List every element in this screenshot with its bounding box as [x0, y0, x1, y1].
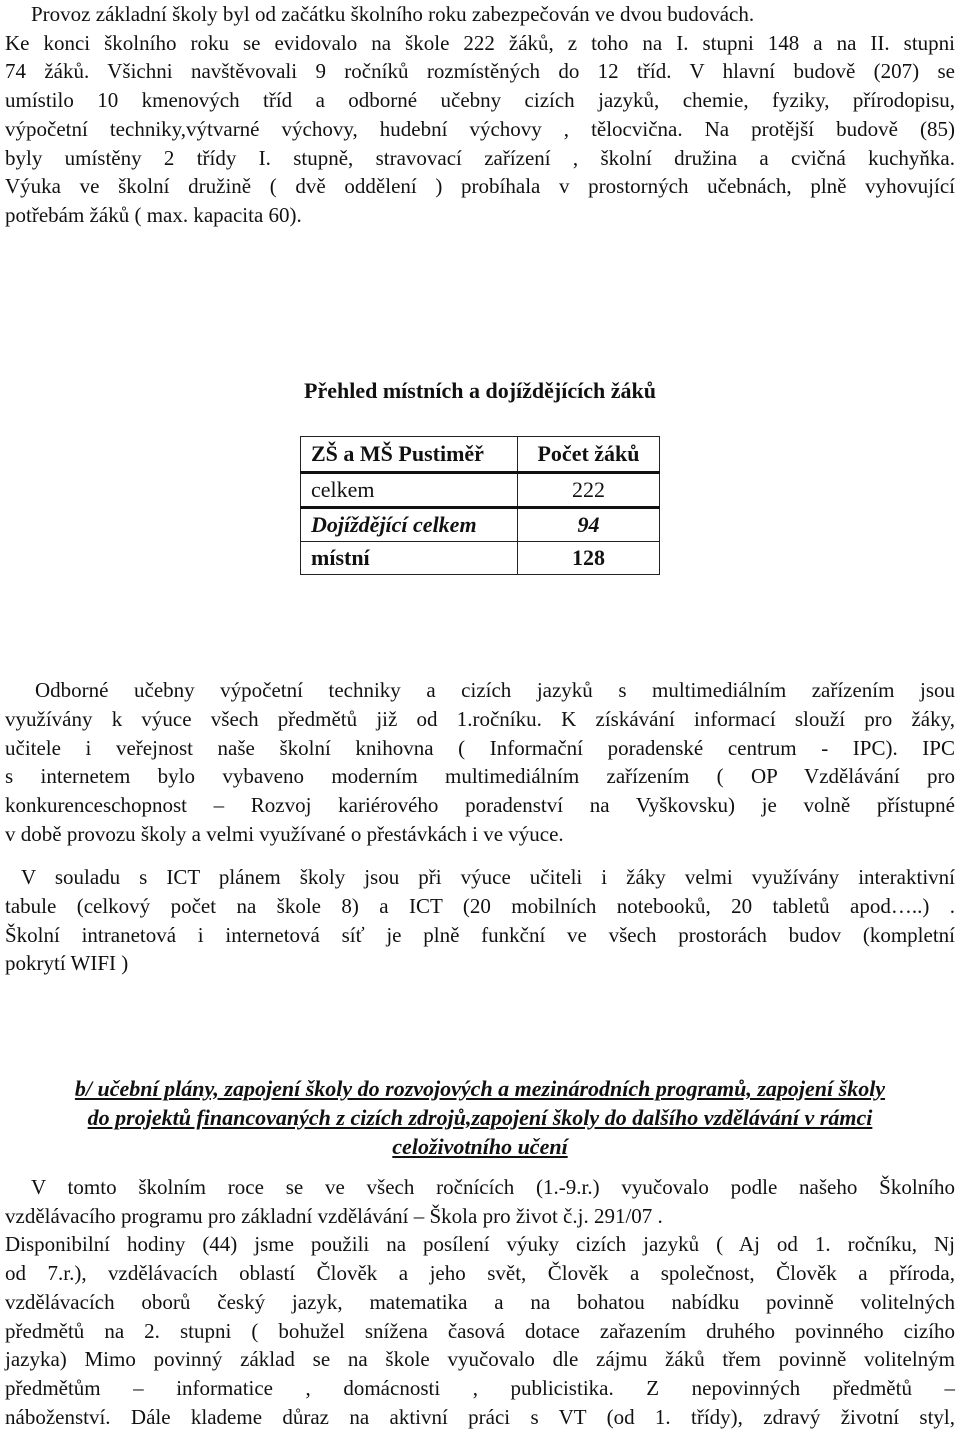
table-header-row — [301, 437, 660, 473]
text-line: konkurenceschopnost – Rozvoj kariérového poradenství na Vyškovsku) je volně přístupné — [5, 793, 955, 818]
text-line: v době provozu školy a velmi využívané o přestávkách i ve výuce. — [5, 821, 564, 846]
text-line: s internetem bylo vybaveno moderním multimediálním zařízením ( OP Vzdělávání pro — [5, 764, 955, 789]
table-header-cell: Počet žáků — [518, 437, 660, 473]
paragraph-school-buildings — [5, 0, 955, 230]
text-line: Výuka ve školní družině ( dvě oddělení ) probíhala v prostorných učebnách, plně vyhovující — [5, 174, 955, 199]
text-line: náboženství. Dále klademe důraz na aktivní práci s VT (od 1. třídy), zdravý životní styl, — [5, 1404, 955, 1429]
text-line: Provoz základní školy byl od začátku školního roku zabezpečován ve dvou budovách. — [31, 2, 755, 26]
text-line: výpočetní techniky,výtvarné výchovy, hudební výchovy , tělocvična. Na protější budově (85) — [5, 116, 955, 141]
text-line: V tomto školním roce se ve všech ročnících (1.-9.r.) vyučovalo podle našeho Školního — [31, 1175, 955, 1199]
paragraph-it-classrooms — [5, 676, 955, 849]
students-table — [300, 436, 660, 575]
heading-line: celoživotního učení — [392, 1134, 568, 1159]
table-cell: 94 — [518, 508, 660, 542]
section-heading-b — [0, 1074, 960, 1161]
table-header-cell: ZŠ a MŠ Pustiměř — [301, 437, 518, 473]
table-cell: místní — [301, 542, 518, 575]
paragraph-curriculum — [5, 1173, 955, 1431]
table-cell: 128 — [518, 542, 660, 575]
table-row — [301, 542, 660, 575]
text-line: jazyka) Mimo povinný základ se na škole vyučovalo dle zájmu žáků třem povinně volitelným — [5, 1347, 955, 1372]
text-line: V souladu s ICT plánem školy jsou při výuce učiteli i žáky velmi využívány interaktivní — [21, 865, 955, 889]
table-cell: Dojíždějící celkem — [301, 508, 518, 542]
table-row — [301, 473, 660, 508]
text-line: od 7.r.), vzdělávacích oblastí Člověk a jeho svět, Člověk a společnost, Člověk a příroda, — [5, 1261, 955, 1286]
text-line: předmětů na 2. stupni ( bohužel snížena časová dotace zařazením druhého povinného cizího — [5, 1318, 955, 1343]
text-line: vzdělávacího programu pro základní vzdělávání – Škola pro život č.j. 291/07 . — [5, 1203, 663, 1228]
paragraph-ict-plan — [5, 863, 955, 978]
text-line: Odborné učebny výpočetní techniky a cizích jazyků s multimediálním zařízením jsou — [35, 678, 955, 702]
text-line: 74 žáků. Všichni navštěvovali 9 ročníků rozmístěných do 12 tříd. V hlavní budově (207) se — [5, 59, 955, 84]
text-line: byly umístěny 2 třídy I. stupně, stravovací zařízení , školní družina a cvičná kuchyňka. — [5, 145, 955, 170]
table-title: Přehled místních a dojíždějících žáků — [304, 378, 656, 403]
text-line: vzdělávacích oborů český jazyk, matematika a na bohatou nabídku povinně volitelných — [5, 1289, 955, 1314]
text-line: potřebám žáků ( max. kapacita 60). — [5, 202, 302, 227]
text-line: umístilo 10 kmenových tříd a odborné učebny cizích jazyků, chemie, fyziky, přírodopisu, — [5, 88, 955, 113]
text-line: Disponibilní hodiny (44) jsme použili na posílení výuky cizích jazyků ( Aj od 1. ročníku, Nj — [5, 1232, 955, 1257]
text-line: pokrytí WIFI ) — [5, 951, 129, 976]
heading-line: b/ učební plány, zapojení školy do rozvojových a mezinárodních programů, zapojení školy — [74, 1076, 886, 1101]
table-cell: celkem — [301, 473, 518, 508]
table-cell: 222 — [518, 473, 660, 508]
text-line: učitele i veřejnost naše školní knihovna ( Informační poradenské centrum - IPC). IPC — [5, 735, 955, 760]
heading-line: do projektů financovaných z cizích zdrojů,zapojení školy do dalšího vzdělávání v rámci — [87, 1105, 873, 1130]
text-line: Školní intranetová i internetová síť je plně funkční ve všech prostorách budov (kompletní — [5, 922, 955, 947]
text-line: Ke konci školního roku se evidovalo na škole 222 žáků, z toho na I. stupni 148 a na II. stupni — [5, 30, 955, 55]
text-line: předmětům – informatice , domácnosti , publicistika. Z nepovinných předmětů – — [5, 1375, 955, 1400]
text-line: využívány k výuce všech předmětů již od 1.ročníku. K získávání informací slouží pro žáky, — [5, 706, 955, 731]
text-line: tabule (celkový počet na škole 8) a ICT (20 mobilních notebooků, 20 tabletů apod…..) . — [5, 893, 955, 918]
table-row — [301, 508, 660, 542]
